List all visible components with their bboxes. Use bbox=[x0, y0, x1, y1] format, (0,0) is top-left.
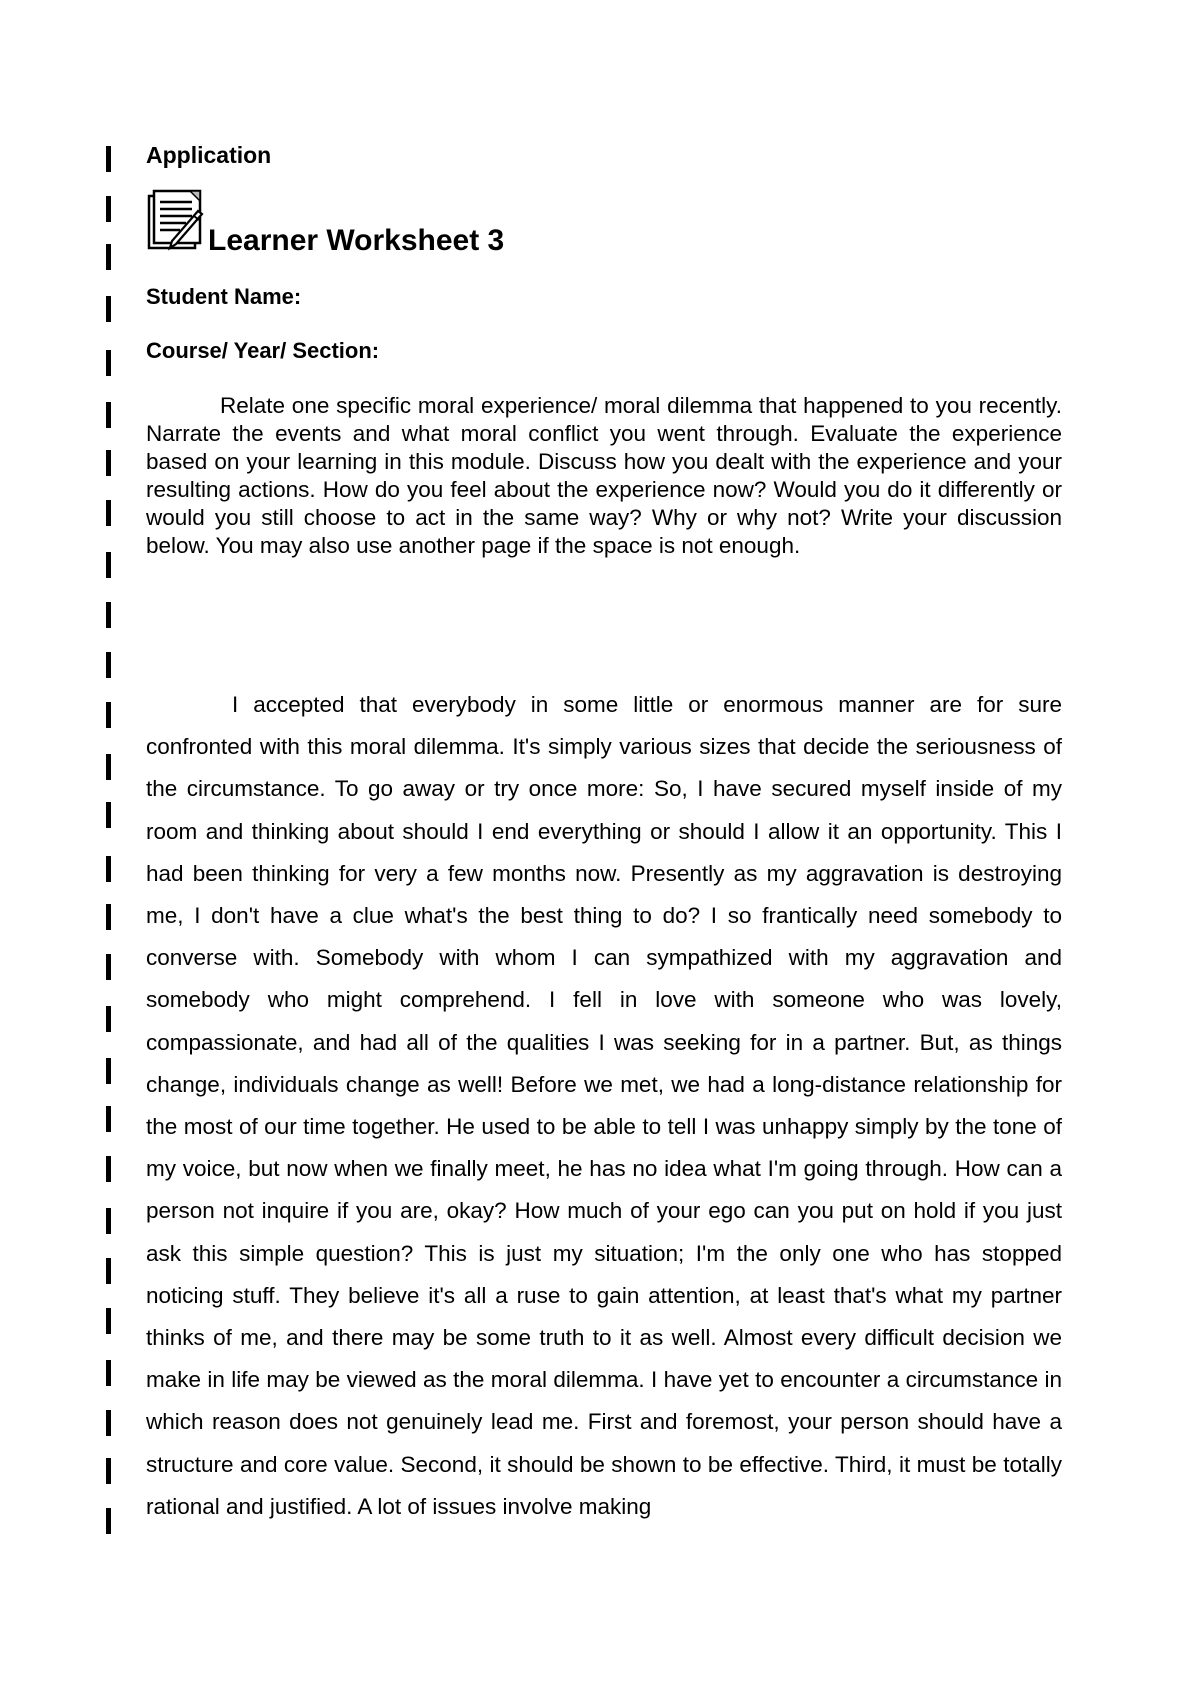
student-essay: I accepted that everybody in some little or enormous manner are for sure confronted with this moral dilemma. It's simply various sizes that decide the seriousness of the circumstance. To go away or try once more: So, I have secured myself inside of my room and thinking about should I end everything or should I allow it an opportunity. This I had been thinking for very a few months now. Presently as my aggravation is destroying me, I don't have a clue what's the best thing to do? I so frantically need somebody to converse with. Somebody with whom I can sympathized with my aggravation and somebody who might comprehend. I fell in love with someone who was lovely, compassionate, and had all of the qualities I was seeking for in a partner. But, as things change, individuals change as well! Before we met, we had a long-distance relationship for the most of our time together. He used to be able to tell I was unhappy simply by the tone of my voice, but now when we finally meet, he has no idea what I'm going through. How can a person not inquire if you are, okay? How much of your ego can you put on hold if you just ask this simple question? This is just my situation; I'm the only one who has stopped noticing stuff. They believe it's all a ruse to gain attention, at least that's what my partner thinks of me, and there may be some truth to it as well. Almost every difficult decision we make in life may be viewed as the moral dilemma. I have yet to encounter a circumstance in which reason does not genuinely lead me. First and foremost, your person should have a structure and core value. Second, it should be shown to be effective. Third, it must be totally rational and justified. A lot of issues involve making bbox=[146, 692, 1062, 1519]
margin-bar bbox=[106, 652, 111, 678]
margin-bar bbox=[106, 1360, 111, 1386]
margin-bar bbox=[106, 1006, 111, 1032]
margin-bar bbox=[106, 1308, 111, 1334]
margin-bar bbox=[106, 702, 111, 728]
margin-bar bbox=[106, 1410, 111, 1436]
margin-bar bbox=[106, 1258, 111, 1284]
margin-bar bbox=[106, 1156, 111, 1182]
margin-bar bbox=[106, 1106, 111, 1132]
margin-bar bbox=[106, 802, 111, 828]
student-name-label: Student Name: bbox=[146, 284, 302, 309]
margin-bar bbox=[106, 754, 111, 780]
margin-bar bbox=[106, 856, 111, 882]
worksheet-title: Learner Worksheet 3 bbox=[208, 224, 505, 257]
margin-bar bbox=[106, 904, 111, 930]
margin-bar bbox=[106, 1208, 111, 1234]
section-label: Application bbox=[146, 142, 272, 168]
margin-bar bbox=[106, 1058, 111, 1084]
margin-bar bbox=[106, 196, 111, 222]
margin-bar bbox=[106, 350, 111, 376]
margin-bar bbox=[106, 500, 111, 526]
margin-bar bbox=[106, 954, 111, 980]
course-year-section-label: Course/ Year/ Section: bbox=[146, 338, 380, 363]
worksheet-header bbox=[146, 142, 1062, 560]
binding-margin-marks bbox=[106, 0, 114, 1698]
margin-bar bbox=[106, 552, 111, 578]
margin-bar bbox=[106, 1508, 111, 1534]
instructions-paragraph: Relate one specific moral experience/ moral dilemma that happened to you recently. Narrate the events and what moral conflict you went through. Evaluate the experience based on your learning in this module. Discuss how you dealt with the experience and your resulting actions. How do you feel about the experience now? Would you do it differently or would you still choose to act in the same way? Why or why not? Write your discussion below. You may also use another page if the space is not enough. bbox=[146, 393, 1062, 558]
margin-bar bbox=[106, 1458, 111, 1484]
worksheet-pencil-icon bbox=[146, 188, 208, 254]
title-row bbox=[146, 190, 1062, 264]
margin-bar bbox=[106, 296, 111, 322]
margin-bar bbox=[106, 244, 111, 270]
margin-bar bbox=[106, 450, 111, 476]
margin-bar bbox=[106, 146, 111, 172]
margin-bar bbox=[106, 402, 111, 428]
margin-bar bbox=[106, 602, 111, 628]
